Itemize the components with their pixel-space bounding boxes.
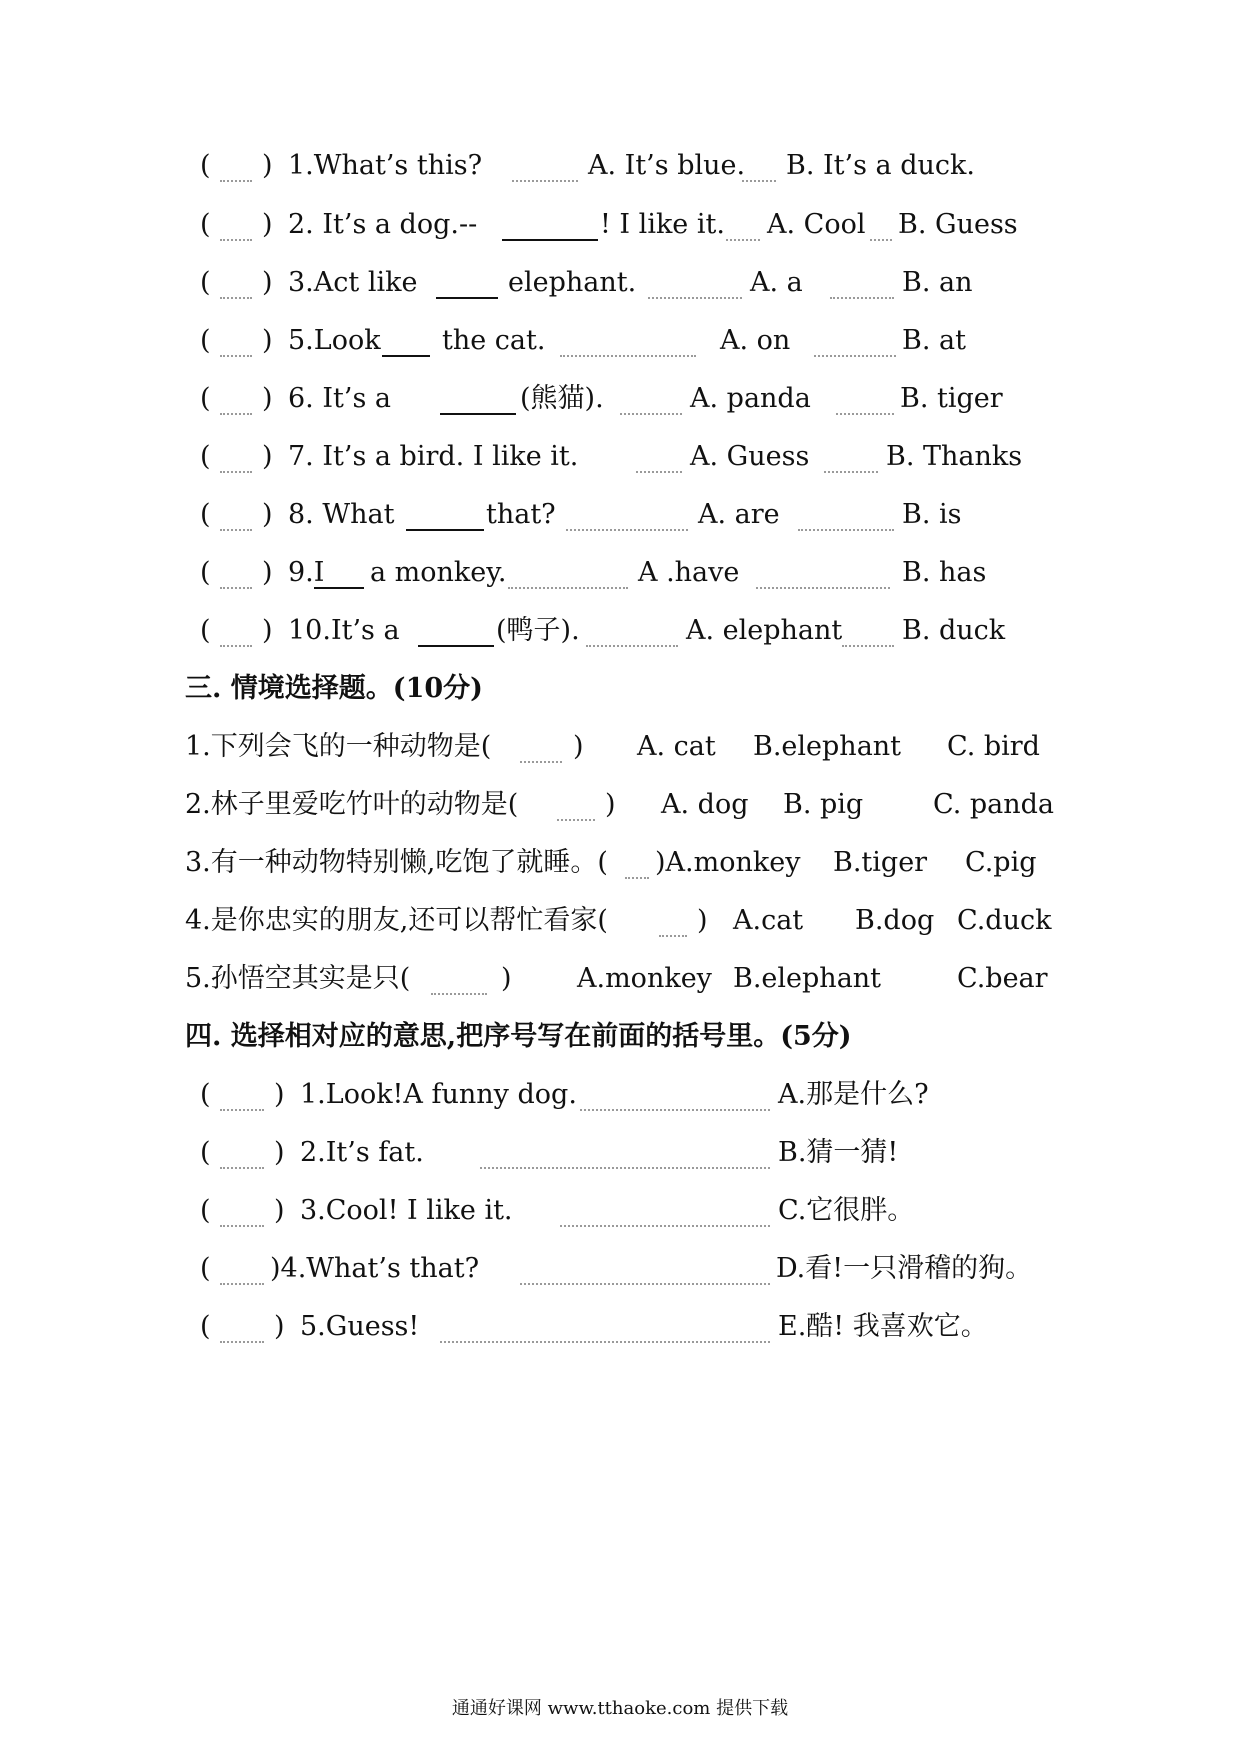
paren-open: ( [200, 1079, 211, 1110]
match-row [190, 1075, 1060, 1115]
paren-open: ( [200, 325, 211, 356]
footer-credit: 通通好课网 www.tthaoke.com 提供下载 [451, 1698, 789, 1719]
paren-open: ( [200, 150, 211, 181]
paren-open: ( [200, 441, 211, 472]
paren-open: ( [200, 267, 211, 298]
question-row [190, 495, 1060, 535]
question-row [190, 553, 1060, 593]
question-text: 1.What’s this? [288, 150, 483, 181]
question-text: 6. It’s a [288, 383, 391, 414]
option-b: B. tiger [900, 383, 1003, 414]
paren-open: ( [200, 615, 211, 646]
paren-open: ( [200, 1137, 211, 1168]
question-row [185, 959, 1055, 999]
chinese-meaning: D.看!一只滑稽的狗。 [776, 1253, 1033, 1284]
chinese-meaning: E.酷! 我喜欢它。 [778, 1311, 988, 1342]
option-b: B. Guess [898, 209, 1018, 240]
option-b: B.elephant [753, 731, 902, 762]
paren-close: ) [262, 383, 273, 414]
option-c: C.duck [957, 905, 1052, 936]
question-text-cont: the cat. [442, 325, 546, 356]
option-a: A. It’s blue. [588, 150, 746, 181]
chinese-meaning: A.那是什么? [778, 1079, 929, 1110]
paren-close: ) [262, 209, 273, 240]
paren-close: ) [262, 267, 273, 298]
match-row [190, 1249, 1060, 1289]
question-row [190, 437, 1060, 477]
question-row [190, 263, 1060, 303]
section-4-title: 四. 选择相对应的意思,把序号写在前面的括号里。(5分) [185, 1021, 852, 1052]
option-b: B. at [902, 325, 966, 356]
paren-open: ( [200, 209, 211, 240]
option-a: A. cat [637, 731, 716, 762]
question-text-cont: ! I like it. [600, 209, 725, 240]
question-text-cont: that? [486, 499, 556, 530]
option-b: B. It’s a duck. [786, 150, 975, 181]
section-3-title: 三. 情境选择题。(10分) [185, 673, 483, 704]
english-text: 1.Look!A funny dog. [300, 1079, 577, 1110]
option-c: C. bird [947, 731, 1040, 762]
option-a: A.cat [733, 905, 804, 936]
question-text-cont: (熊猫). [520, 383, 604, 414]
question-row [190, 146, 1060, 186]
paren-close-option-a: )A.monkey [655, 847, 801, 878]
paren-close: ) [573, 731, 584, 762]
question-text-cont: (鸭子). [496, 615, 580, 646]
option-a: A. Cool [767, 209, 866, 240]
paren-open: ( [200, 383, 211, 414]
option-b: B. pig [783, 789, 864, 820]
question-text: 9.I [288, 557, 325, 588]
paren-close: ) [262, 615, 273, 646]
option-b: B. an [902, 267, 973, 298]
match-row [190, 1191, 1060, 1231]
paren-close: ) [274, 1079, 285, 1110]
paren-close: ) [262, 325, 273, 356]
question-text: 7. It’s a bird. I like it. [288, 441, 579, 472]
option-a: A .have [638, 557, 740, 588]
option-b: B. duck [902, 615, 1006, 646]
option-c: C. panda [933, 789, 1055, 820]
paren-close: ) [262, 150, 273, 181]
question-row [190, 379, 1060, 419]
option-b: B.dog [855, 905, 935, 936]
option-c: C.bear [957, 963, 1048, 994]
question-text: 4.是你忠实的朋友,还可以帮忙看家( [185, 905, 608, 936]
paren-open: ( [200, 1253, 211, 1284]
question-row [185, 843, 1055, 883]
option-b: B. is [902, 499, 962, 530]
paren-open: ( [200, 1311, 211, 1342]
paren-close: ) [262, 499, 273, 530]
paren-close: ) [501, 963, 512, 994]
question-row [190, 205, 1060, 245]
option-b: B.elephant [733, 963, 882, 994]
question-row [185, 901, 1055, 941]
paren-close-text: )4.What’s that? [270, 1253, 480, 1284]
option-a: A. a [750, 267, 803, 298]
question-text-cont: elephant. [508, 267, 637, 298]
paren-open: ( [200, 557, 211, 588]
question-text: 2.林子里爱吃竹叶的动物是( [185, 789, 519, 820]
match-row [190, 1133, 1060, 1173]
paren-open: ( [200, 499, 211, 530]
question-text: 3.Act like [288, 267, 418, 298]
question-text: 5.孙悟空其实是只( [185, 963, 411, 994]
option-b: B. Thanks [886, 441, 1023, 472]
question-text: 2. It’s a dog.-- [288, 209, 478, 240]
question-text: 1.下列会飞的一种动物是( [185, 731, 492, 762]
paren-close: ) [262, 557, 273, 588]
english-text: 2.It’s fat. [300, 1137, 424, 1168]
option-a: A. are [698, 499, 780, 530]
paren-close: ) [605, 789, 616, 820]
option-a: A. on [720, 325, 791, 356]
english-text: 3.Cool! I like it. [300, 1195, 513, 1226]
question-text-cont: a monkey. [370, 557, 507, 588]
paren-close: ) [274, 1195, 285, 1226]
chinese-meaning: C.它很胖。 [778, 1195, 915, 1226]
option-a: A.monkey [577, 963, 712, 994]
question-row [190, 611, 1060, 651]
match-row [190, 1307, 1060, 1347]
option-a: A. dog [661, 789, 749, 820]
paren-close: ) [274, 1311, 285, 1342]
option-c: C.pig [965, 847, 1037, 878]
question-text: 3.有一种动物特别懒,吃饱了就睡。( [185, 847, 608, 878]
question-row [190, 321, 1060, 361]
option-b: B. has [902, 557, 987, 588]
question-text: 5.Look [288, 325, 381, 356]
paren-close: ) [262, 441, 273, 472]
option-b: B.tiger [833, 847, 928, 878]
paren-close: ) [697, 905, 708, 936]
english-text: 5.Guess! [300, 1311, 420, 1342]
paren-open: ( [200, 1195, 211, 1226]
paren-close: ) [274, 1137, 285, 1168]
question-row [185, 785, 1055, 825]
question-text: 10.It’s a [288, 615, 400, 646]
option-a: A. elephant [686, 615, 843, 646]
chinese-meaning: B.猜一猜! [778, 1137, 899, 1168]
question-text: 8. What [288, 499, 395, 530]
option-a: A. Guess [690, 441, 810, 472]
question-row [185, 727, 1055, 767]
option-a: A. panda [690, 383, 811, 414]
